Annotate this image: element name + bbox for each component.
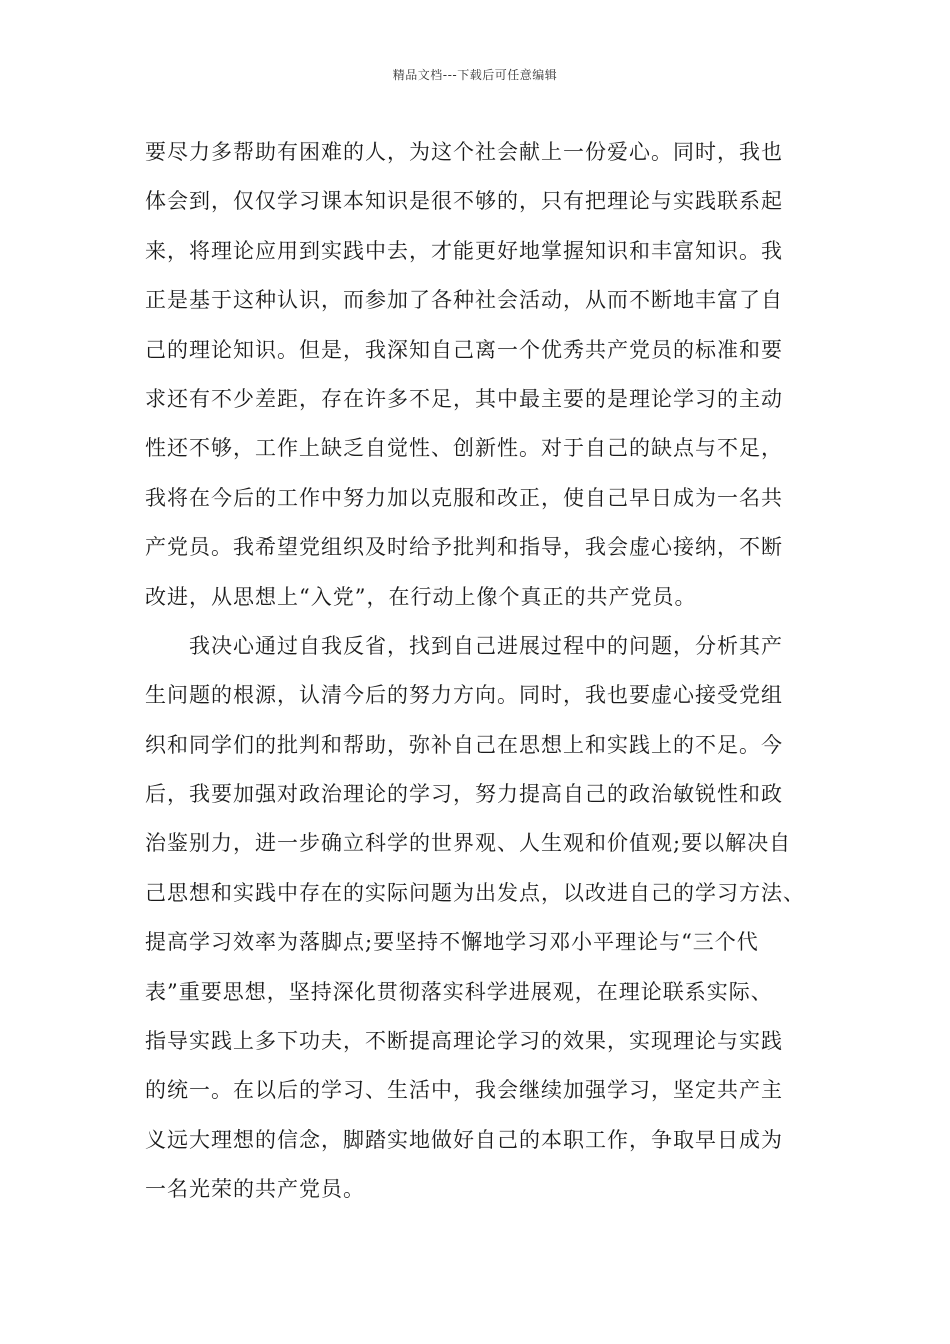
text-line: 要尽力多帮助有困难的人，为这个社会献上一份爱心。同时，我也	[145, 140, 783, 164]
text-line: 求还有不少差距，存在许多不足，其中最主要的是理论学习的主动	[145, 386, 783, 411]
text-line: 生问题的根源，认清今后的努力方向。同时，我也要虚心接受党组	[145, 683, 783, 708]
text-line: 提高学习效率为落脚点;要坚持不懈地学习邓小平理论与“三个代	[145, 930, 759, 955]
paragraph-start-line: 我决心通过自我反省，找到自己进展过程中的问题，分析其产	[145, 633, 783, 658]
text-line: 己思想和实践中存在的实际问题为出发点，以改进自己的学习方法、	[145, 880, 805, 905]
text-line: 己的理论知识。但是，我深知自己离一个优秀共产党员的标准和要	[145, 337, 783, 362]
text-line: 性还不够，工作上缺乏自觉性、创新性。对于自己的缺点与不足，	[145, 436, 783, 461]
text-line: 后，我要加强对政治理论的学习，努力提高自己的政治敏锐性和政	[145, 782, 783, 807]
text-line: 一名光荣的共产党员。	[145, 1177, 365, 1202]
text-line: 改进，从思想上“入党”，在行动上像个真正的共产党员。	[145, 584, 697, 609]
text-line: 产党员。我希望党组织及时给予批判和指导，我会虚心接纳，不断	[145, 535, 783, 560]
text-line: 指导实践上多下功夫，不断提高理论学习的效果，实现理论与实践	[145, 1029, 783, 1054]
text-line: 体会到，仅仅学习课本知识是很不够的，只有把理论与实践联系起	[145, 189, 783, 214]
page-header: 精品文档---下载后可任意编辑	[392, 68, 558, 82]
text-line: 织和同学们的批判和帮助，弥补自己在思想上和实践上的不足。今	[145, 732, 783, 757]
text-line: 我将在今后的工作中努力加以克服和改正，使自己早日成为一名共	[145, 485, 783, 510]
text-line: 表”重要思想，坚持深化贯彻落实科学进展观，在理论联系实际、	[145, 979, 773, 1004]
text-line: 来，将理论应用到实践中去，才能更好地掌握知识和丰富知识。我	[145, 238, 783, 263]
text-line: 的统一。在以后的学习、生活中，我会继续加强学习，坚定共产主	[145, 1078, 783, 1103]
text-line: 义远大理想的信念，脚踏实地做好自己的本职工作，争取早日成为	[145, 1127, 783, 1152]
text-line: 治鉴别力，进一步确立科学的世界观、人生观和价值观;要以解决自	[145, 831, 792, 856]
document-body	[145, 134, 825, 1221]
text-line: 正是基于这种认识，而参加了各种社会活动，从而不断地丰富了自	[145, 288, 783, 313]
